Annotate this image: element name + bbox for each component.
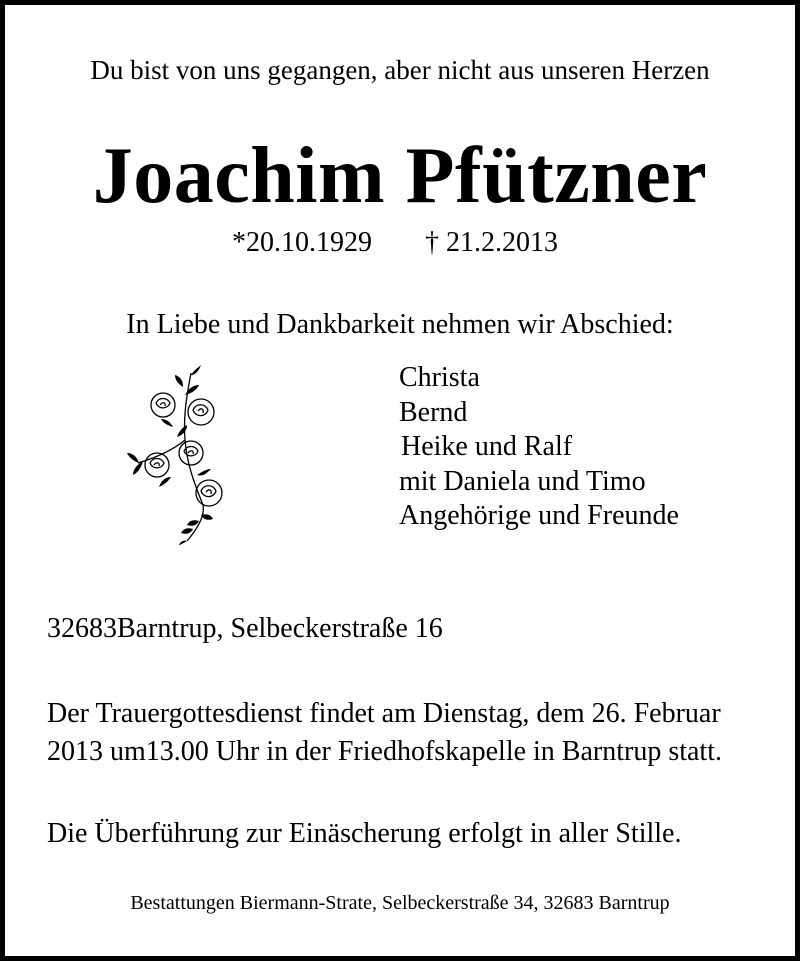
mourner-name: Heike und Ralf bbox=[401, 431, 573, 462]
mourner-name: mit Daniela und Timo bbox=[399, 465, 646, 497]
mourner-name: Christa bbox=[399, 362, 480, 393]
family-address: 32683Barntrup, Selbeckerstraße 16 bbox=[47, 613, 443, 644]
motto-text: Du bist von uns gegangen, aber nicht aus unseren Herzen bbox=[90, 55, 710, 85]
funeral-service-text bbox=[47, 695, 722, 771]
service-line: 2013 um13.00 Uhr in der Friedhofskapelle in Barntrup statt. bbox=[47, 736, 722, 767]
funeral-home-footer: Bestattungen Biermann-Strate, Selbeckerstraße 34, 32683 Barntrup bbox=[130, 892, 670, 914]
service-line: Der Trauergottesdienst findet am Dienstag, dem 26. Februar bbox=[47, 698, 721, 729]
mourner-name: Bernd bbox=[399, 396, 468, 428]
farewell-intro: In Liebe und Dankbarkeit nehmen wir Abschied: bbox=[126, 309, 674, 340]
birth-date: *20.10.1929 bbox=[232, 227, 372, 258]
mourner-name: Angehörige und Freunde bbox=[399, 500, 679, 531]
deceased-name: Joachim Pfützner bbox=[92, 132, 708, 220]
rose-branch-icon bbox=[113, 365, 233, 545]
death-date: † 21.2.2013 bbox=[425, 227, 558, 258]
mourners-list bbox=[399, 361, 679, 534]
transfer-note: Die Überführung zur Einäscherung erfolgt in aller Stille. bbox=[47, 818, 682, 849]
